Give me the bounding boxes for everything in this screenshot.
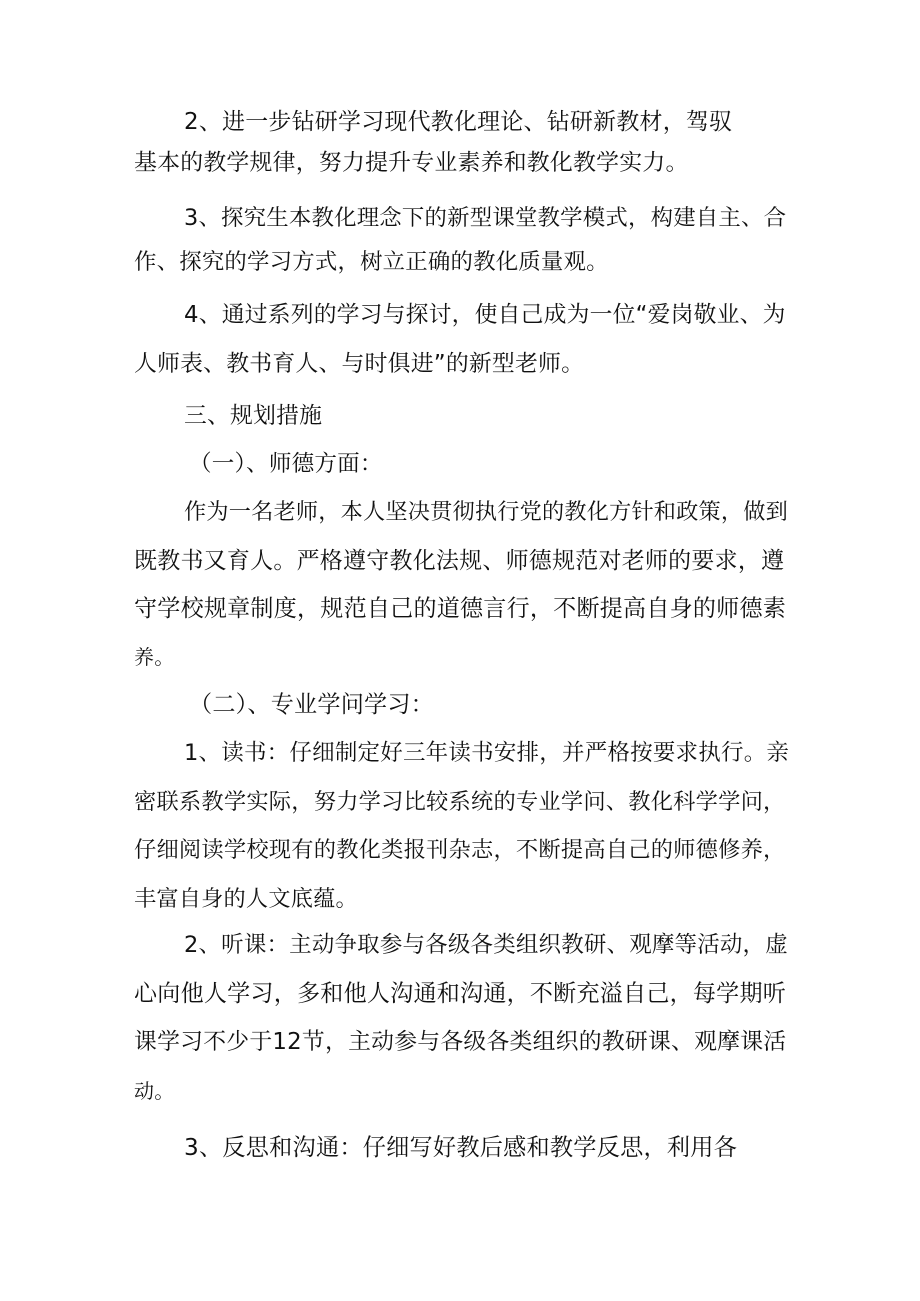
listening-paragraph-line-3: 课学习不少于12节，主动参与各级各类组织的教研课、观摩课活 [134, 1029, 786, 1055]
listening-paragraph-line-2: 心向他人学习，多和他人沟通和沟通，不断充溢自己，每学期听 [134, 981, 786, 1007]
reading-paragraph-line-3: 仔细阅读学校现有的教化类报刊杂志，不断提高自己的师德修养， [134, 837, 786, 863]
ethics-paragraph-line-1: 作为一名老师，本人坚决贯彻执行党的教化方针和政策，做到 [184, 499, 788, 525]
subheading-professional-learning: （二）、专业学问学习： [189, 692, 434, 718]
paragraph-2-line-2: 基本的教学规律，努力提升专业素养和教化教学实力。 [134, 150, 689, 176]
ethics-paragraph-line-3: 守学校规章制度，规范自己的道德言行，不断提高自身的师德素 [134, 596, 786, 622]
ethics-paragraph-line-4: 养。 [134, 645, 174, 669]
reading-paragraph-line-2: 密联系教学实际，努力学习比较系统的专业学问、教化科学学问， [134, 789, 786, 815]
reading-paragraph-line-4: 丰富自身的人文底蕴。 [134, 886, 358, 912]
paragraph-4-line-1: 4、通过系列的学习与探讨，使自己成为一位“爱岗敬业、为 [184, 302, 786, 328]
reflection-paragraph-line-1: 3、反思和沟通：仔细写好教后感和教学反思，利用各 [184, 1134, 737, 1161]
listening-paragraph-line-1: 2、听课：主动争取参与各级各类组织教研、观摩等活动，虚 [184, 932, 788, 958]
section-heading-measures: 三、规划措施 [184, 403, 322, 429]
subheading-ethics: （一）、师德方面： [189, 451, 383, 477]
paragraph-4-line-2: 人师表、教书育人、与时俱进”的新型老师。 [134, 351, 584, 377]
paragraph-3-line-2: 作、探究的学习方式，树立正确的教化质量观。 [134, 249, 609, 275]
paragraph-3-line-1: 3、探究生本教化理念下的新型课堂教学模式，构建自主、合 [184, 205, 786, 231]
reading-paragraph-line-1: 1、读书：仔细制定好三年读书安排，并严格按要求执行。亲 [184, 740, 789, 766]
ethics-paragraph-line-2: 既教书又育人。严格遵守教化法规、师德规范对老师的要求，遵 [134, 548, 784, 574]
paragraph-2-line-1: 2、进一步钻研学习现代教化理论、钻研新教材，驾驭 [184, 109, 732, 135]
listening-paragraph-line-4: 动。 [134, 1079, 174, 1103]
